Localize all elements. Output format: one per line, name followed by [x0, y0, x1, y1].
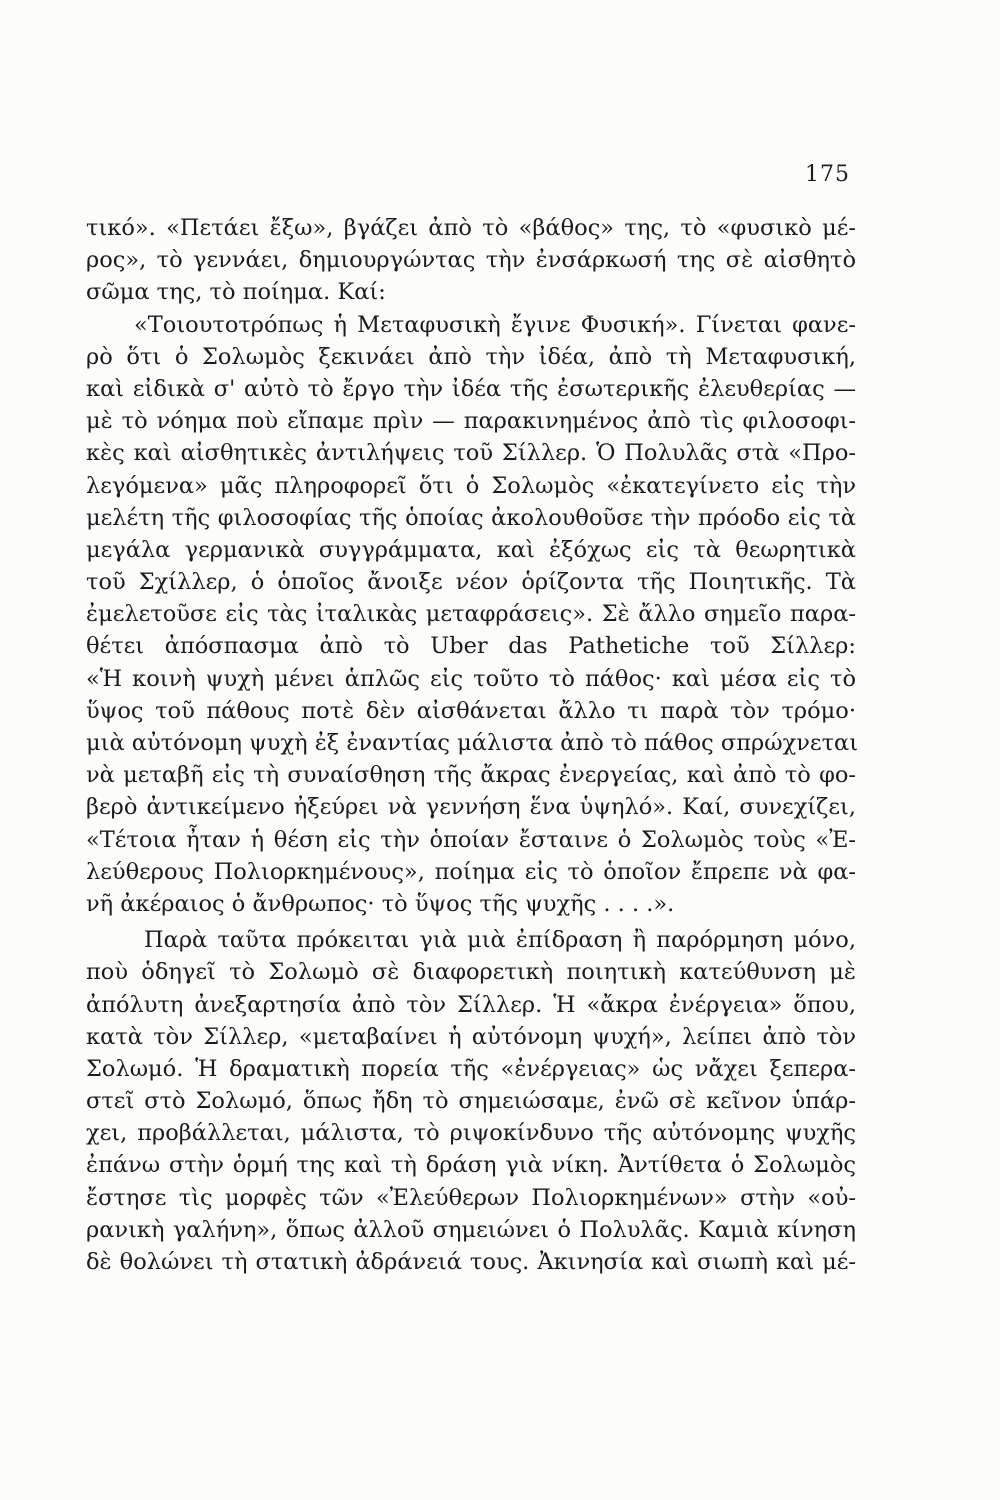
- text-line: θέτει ἀπόσπασμα ἀπὸ τὸ Uber das Pathetiche τοῦ Σίλλερ:: [86, 633, 856, 660]
- text-line: ὕψος τοῦ πάθους ποτὲ δὲν αἰσθάνεται ἄλλο τι παρὰ τὸν τρόμο·: [86, 697, 856, 724]
- page-number: 175: [805, 162, 850, 187]
- text-line: μεγάλα γερμανικὰ συγγράμματα, καὶ ἐξόχως εἰς τὰ θεωρητικὰ: [86, 536, 856, 563]
- text-line: ρος», τὸ γεννάει, δημιουργώντας τὴν ἐνσάρκωσή της σὲ αἰσθητὸ: [86, 247, 856, 274]
- text-line: ἐπάνω στὴν ὁρμή της καὶ τὴ δράση γιὰ νίκη. Ἀντίθετα ὁ Σολωμὸς: [86, 1152, 856, 1179]
- text-line: βερὸ ἀντικείμενο ἠξεύρει νὰ γεννήση ἕνα ὑψηλό». Καί, συνεχίζει,: [86, 794, 856, 821]
- body-text: [86, 212, 859, 1278]
- text-line: σῶμα της, τὸ ποίημα. Καί:: [86, 279, 386, 306]
- text-line: Παρὰ ταῦτα πρόκειται γιὰ μιὰ ἐπίδραση ἢ παρόρμηση μόνο,: [144, 927, 856, 954]
- text-line: «Τοιουτοτρόπως ἡ Μεταφυσικὴ ἔγινε Φυσική». Γίνεται φανε-: [134, 311, 856, 338]
- text-line: τοῦ Σχίλλερ, ὁ ὁποῖος ἄνοιξε νέον ὁρίζοντα τῆς Ποιητικῆς. Τὰ: [86, 569, 856, 596]
- text-line: λεγόμενα» μᾶς πληροφορεῖ ὅτι ὁ Σολωμὸς «ἐκατεγίνετο εἰς τὴν: [86, 472, 856, 499]
- text-line: μελέτη τῆς φιλοσοφίας τῆς ὁποίας ἀκολουθοῦσε τὴν πρόοδο εἰς τὰ: [86, 504, 856, 531]
- text-line: ἔστησε τὶς μορφὲς τῶν «Ἐλεύθερων Πολιορκημένων» στὴν «οὐ-: [86, 1184, 856, 1211]
- text-line: μιὰ αὐτόνομη ψυχὴ ἐξ ἐναντίας μάλιστα ἀπὸ τὸ πάθος σπρώχνεται: [86, 730, 859, 756]
- text-line: τικό». «Πετάει ἔξω», βγάζει ἀπὸ τὸ «βάθος» της, τὸ «φυσικὸ μέ-: [86, 215, 856, 241]
- text-line: καὶ εἰδικὰ σ' αὐτὸ τὸ ἔργο τὴν ἰδέα τῆς ἐσωτερικῆς ἐλευθερίας —: [86, 375, 856, 402]
- text-line: ρὸ ὅτι ὁ Σολωμὸς ξεκινάει ἀπὸ τὴν ἰδέα, ἀπὸ τὴ Μεταφυσική,: [86, 343, 856, 370]
- text-line: δὲ θολώνει τὴ στατικὴ ἀδράνειά τους. Ἀκινησία καὶ σιωπὴ καὶ μέ-: [86, 1249, 856, 1275]
- text-line: μὲ τὸ νόημα ποὺ εἴπαμε πρὶν — παρακινημένος ἀπὸ τὶς φιλοσοφι-: [86, 408, 856, 435]
- text-line: Σολωμό. Ἡ δραματικὴ πορεία τῆς «ἐνέργειας» ὡς νἄχει ξεπερα-: [86, 1055, 856, 1082]
- text-line: νῆ ἀκέραιος ὁ ἄνθρωπος· τὸ ὕψος τῆς ψυχῆς . . . .».: [86, 890, 675, 917]
- text-line: νὰ μεταβῆ εἰς τὴ συναίσθηση τῆς ἄκρας ἐνεργείας, καὶ ἀπὸ τὸ φο-: [86, 762, 856, 789]
- text-line: ἀπόλυτη ἀνεξαρτησία ἀπὸ τὸν Σίλλερ. Ἡ «ἄκρα ἐνέργεια» ὅπου,: [86, 991, 856, 1018]
- text-line: «Ἡ κοινὴ ψυχὴ μένει ἁπλῶς εἰς τοῦτο τὸ πάθος· καὶ μέσα εἰς τὸ: [86, 665, 856, 692]
- text-line: κὲς καὶ αἰσθητικὲς ἀντιλήψεις τοῦ Σίλλερ. Ὁ Πολυλᾶς στὰ «Προ-: [86, 440, 856, 467]
- text-line: ποὺ ὁδηγεῖ τὸ Σολωμὸ σὲ διαφορετικὴ ποιητικὴ κατεύθυνση μὲ: [86, 959, 856, 986]
- text-line: ἐμελετοῦσε εἰς τὰς ἰταλικὰς μεταφράσεις». Σὲ ἄλλο σημεῖο παρα-: [86, 601, 856, 628]
- text-line: κατὰ τὸν Σίλλερ, «μεταβαίνει ἡ αὐτόνομη ψυχή», λείπει ἀπὸ τὸν: [86, 1023, 856, 1050]
- text-line: χει, προβάλλεται, μάλιστα, τὸ ριψοκίνδυνο τῆς αὐτόνομης ψυχῆς: [86, 1120, 856, 1147]
- text-line: «Τέτοια ἦταν ἡ θέση εἰς τὴν ὁποίαν ἔσταινε ὁ Σολωμὸς τοὺς «Ἐ-: [86, 826, 856, 853]
- text-line: λεύθερους Πολιορκημένους», ποίημα εἰς τὸ ὁποῖον ἔπρεπε νὰ φα-: [86, 858, 856, 885]
- text-line: στεῖ στὸ Σολωμό, ὅπως ἤδη τὸ σημειώσαμε, ἐνῶ σὲ κεῖνον ὑπάρ-: [86, 1088, 856, 1115]
- text-line: ρανικὴ γαλήνη», ὅπως ἀλλοῦ σημειώνει ὁ Πολυλᾶς. Καμιὰ κίνηση: [86, 1216, 856, 1243]
